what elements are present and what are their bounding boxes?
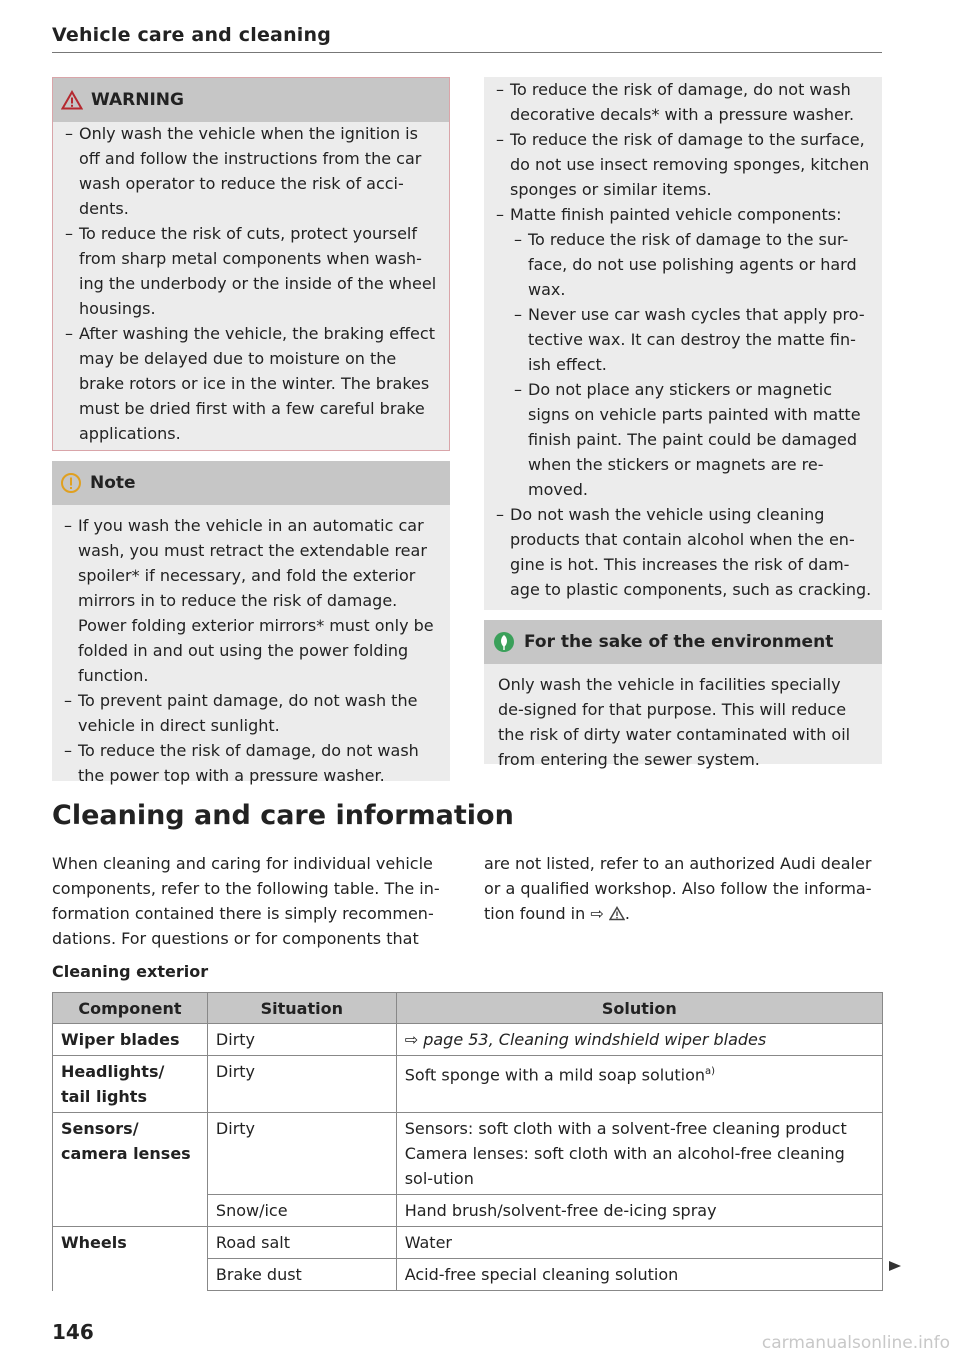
situation-cell: Snow/ice — [207, 1195, 396, 1227]
note-box — [52, 461, 450, 785]
warning-triangle-icon — [61, 90, 83, 110]
intro-right-text: are not listed, refer to an authorized Audi dealer or a qualified workshop. Also follow the informa-tion found in ⇨ — [484, 854, 872, 923]
column-header: Situation — [207, 993, 396, 1024]
list-item: – To reduce the risk of damage, do not wash decorative decals* with a pressure washer. — [484, 77, 882, 127]
component-cell — [53, 1056, 208, 1113]
intro-left: When cleaning and caring for individual vehicle components, refer to the following table. The in-formation contained there is simply recommen-dations. For questions or for components that — [52, 854, 440, 948]
table-subheading: Cleaning exterior — [52, 962, 209, 981]
table-row — [53, 1227, 883, 1259]
solution-cell — [396, 1056, 882, 1113]
note-title: Note — [90, 473, 136, 493]
note-header — [52, 461, 450, 505]
situation-cell: Dirty — [207, 1056, 396, 1113]
component-line: tail lights — [61, 1087, 147, 1106]
list-item: – Do not wash the vehicle using cleaning products that contain alcohol when the en-gine is hot. This increases the risk of dam-age to plastic components, such as cracking. — [484, 502, 882, 602]
column-header: Solution — [396, 993, 882, 1024]
component-cell: Wiper blades — [53, 1024, 208, 1056]
environment-box — [484, 620, 882, 769]
situation-cell: Brake dust — [207, 1259, 396, 1291]
list-item: – To reduce the risk of cuts, protect yourself from sharp metal components when wash-ing the underbody or the inside of the wheel housings. — [53, 221, 449, 321]
table-header-row — [53, 993, 883, 1024]
list-item: – To reduce the risk of damage, do not wash the power top with a pressure washer. — [52, 738, 450, 788]
solution-line: Camera lenses: soft cloth with an alcohol-free cleaning sol-ution — [404, 1144, 845, 1188]
solution-line: Sensors: soft cloth with a solvent-free cleaning product — [404, 1119, 847, 1138]
cleaning-table — [52, 992, 883, 1291]
solution-cell[interactable]: ⇨ page 53, Cleaning windshield wiper blades — [396, 1024, 882, 1056]
intro-right-end: . — [624, 904, 630, 923]
component-line: Headlights/ — [61, 1062, 165, 1081]
component-cell — [53, 1113, 208, 1227]
component-line: Sensors/ — [61, 1119, 139, 1138]
warning-header — [53, 78, 449, 122]
situation-cell: Dirty — [207, 1024, 396, 1056]
situation-cell: Dirty — [207, 1113, 396, 1195]
environment-header — [484, 620, 882, 664]
solution-cell: Water — [396, 1227, 882, 1259]
footnote-marker: a) — [705, 1066, 716, 1077]
solution-text: Soft sponge with a mild soap solution — [404, 1065, 706, 1085]
list-item: – To reduce the risk of damage to the surface, do not use insect removing sponges, kitchen sponges or similar items. — [484, 127, 882, 202]
note-continued-list — [484, 77, 882, 602]
list-item: – To prevent paint damage, do not wash the vehicle in direct sunlight. — [52, 688, 450, 738]
list-item: – If you wash the vehicle in an automatic car wash, you must retract the extendable rear spoiler* if necessary, and fold the exterior mirrors in to reduce the risk of damage. Power folding exterior mirrors* must only be folded in and out using the power folding function. — [52, 513, 450, 688]
exclamation-circle-icon — [60, 472, 82, 494]
component-line: camera lenses — [61, 1144, 191, 1163]
page-number: 146 — [52, 1320, 94, 1344]
section-title: Cleaning and care information — [52, 800, 514, 831]
solution-cell — [396, 1113, 882, 1195]
solution-cell: Acid-free special cleaning solution — [396, 1259, 882, 1291]
watermark-logo: carmanualsonline.info — [761, 1333, 950, 1353]
column-header: Component — [53, 993, 208, 1024]
page-header-title: Vehicle care and cleaning — [52, 24, 332, 46]
note-continued-box — [484, 77, 882, 610]
list-item: – After washing the vehicle, the braking effect may be delayed due to moisture on the brake rotors or ice in the winter. The brakes must be dried first with a few careful brake applications. — [53, 321, 449, 446]
table-row — [53, 1056, 883, 1113]
header-rule — [52, 52, 882, 53]
solution-cell: Hand brush/solvent-free de-icing spray — [396, 1195, 882, 1227]
table-row — [53, 1024, 883, 1056]
note-list — [52, 505, 450, 788]
continue-arrow-icon[interactable] — [888, 1257, 902, 1276]
warning-box — [52, 77, 450, 451]
sub-list-item: – To reduce the risk of damage to the sur-face, do not use polishing agents or hard wax. — [484, 227, 882, 302]
intro-right — [484, 851, 882, 928]
sub-list-item: – Do not place any stickers or magnetic signs on vehicle parts painted with matte finish paint. The paint could be damaged when the stickers or magnets are re-moved. — [484, 377, 882, 502]
leaf-globe-icon — [492, 630, 516, 654]
environment-title: For the sake of the environment — [524, 632, 834, 652]
component-cell: Wheels — [53, 1227, 208, 1291]
table-row — [53, 1113, 883, 1195]
warning-title: WARNING — [91, 90, 184, 110]
warning-ref-icon[interactable] — [609, 903, 625, 928]
list-item: – Matte finish painted vehicle components: — [484, 202, 882, 227]
environment-text: Only wash the vehicle in facilities specially de-signed for that purpose. This will reduce the risk of dirty water contaminated with oil from entering the sewer system. — [498, 675, 851, 769]
situation-cell: Road salt — [207, 1227, 396, 1259]
warning-list — [53, 78, 449, 446]
sub-list-item: – Never use car wash cycles that apply pro-tective wax. It can destroy the matte fin-ish effect. — [484, 302, 882, 377]
list-item: – Only wash the vehicle when the ignition is off and follow the instructions from the car wash operator to reduce the risk of acci-dents. — [53, 121, 449, 221]
